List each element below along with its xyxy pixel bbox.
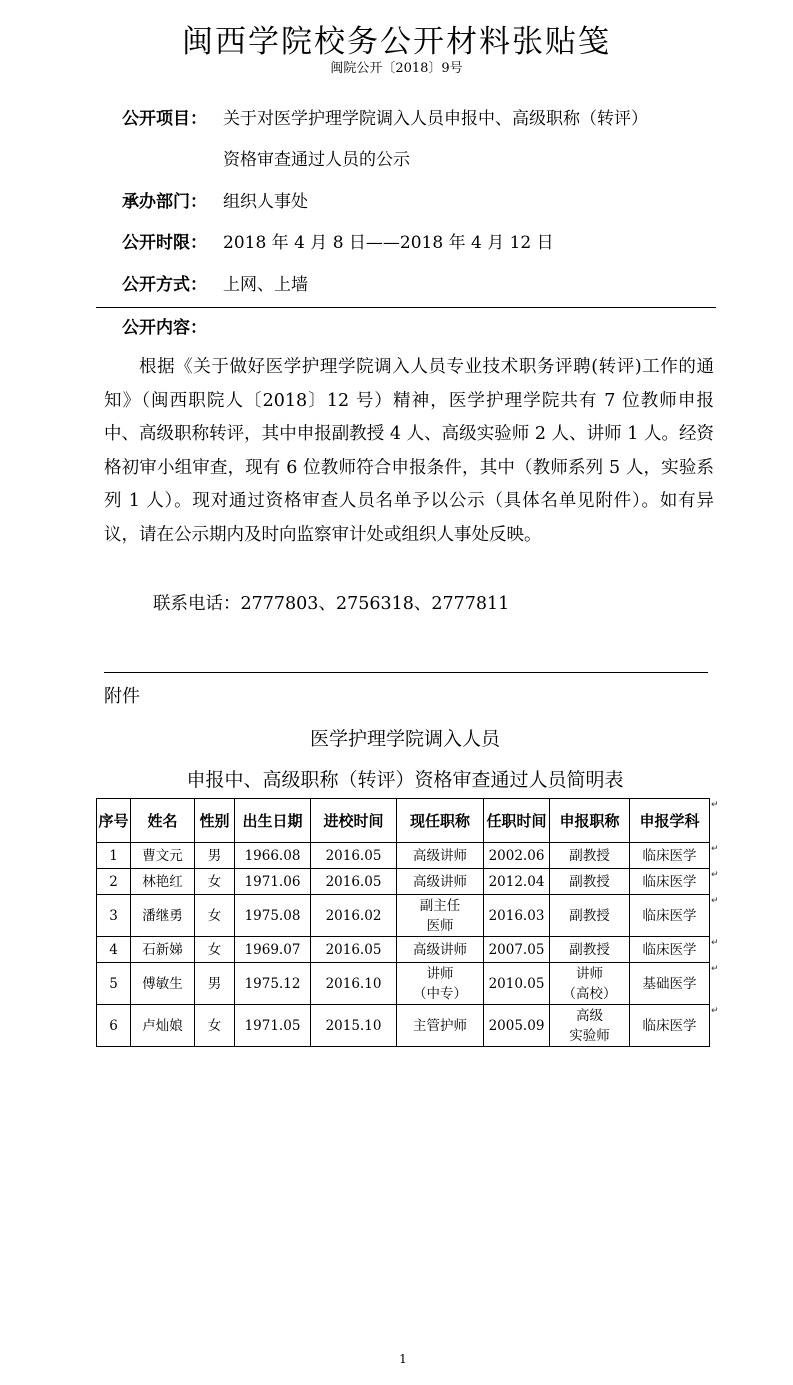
table-cell	[195, 963, 235, 1005]
header-text: 申报	[559, 811, 590, 830]
cell-text: 临床医学	[642, 873, 697, 890]
cell-text: 潘继勇	[142, 907, 183, 924]
cell-text: 主管护师	[413, 1017, 467, 1034]
cell-text: 临床医学	[642, 941, 697, 958]
paragraph-mark: ↵	[711, 799, 719, 810]
table-header-cell	[484, 799, 550, 843]
header-text: 姓名	[147, 811, 178, 830]
field-period-label: 公开时限：	[122, 233, 207, 253]
table-cell	[311, 937, 397, 963]
table-cell	[550, 1005, 630, 1047]
cell-text: （高校）	[562, 985, 617, 1002]
table-cell	[131, 937, 195, 963]
table-cell	[397, 895, 484, 937]
table-cell	[630, 843, 710, 869]
header-text: 号	[113, 811, 129, 830]
cell-text: 高级	[576, 1007, 603, 1024]
table-cell	[550, 963, 630, 1005]
cell-text: 2007.05	[488, 941, 545, 958]
table-row	[97, 937, 710, 963]
table-cell	[630, 963, 710, 1005]
paragraph-mark: ↵	[711, 1005, 719, 1016]
cell-text: 女	[207, 873, 222, 890]
table-header-cell	[131, 799, 195, 843]
personnel-table	[96, 798, 710, 1047]
cell-text: 曹文元	[142, 847, 183, 864]
field-dept-label: 承办部门：	[122, 192, 207, 212]
paragraph-mark: ↵	[711, 843, 719, 854]
table-cell	[484, 869, 550, 895]
table-cell	[311, 895, 397, 937]
field-item-label: 公开项目：	[122, 109, 207, 129]
table-cell	[131, 895, 195, 937]
table-row	[97, 869, 710, 895]
divider-top	[96, 307, 716, 308]
cell-text: 讲师	[576, 965, 603, 982]
cell-text: 1971.05	[244, 1017, 301, 1034]
cell-text: 2015.10	[325, 1017, 382, 1034]
cell-text: 临床医学	[642, 847, 697, 864]
cell-text: 临床医学	[642, 907, 697, 924]
field-dept-value: 组织人事处	[223, 192, 308, 212]
cell-text: 傅敏生	[142, 975, 183, 992]
table-cell	[97, 963, 131, 1005]
table-cell	[484, 843, 550, 869]
table-cell	[311, 963, 397, 1005]
table-cell	[131, 869, 195, 895]
header-text: 出生	[242, 811, 273, 830]
cell-text: 2002.06	[488, 847, 545, 864]
header-text: 进校	[323, 811, 354, 830]
attachment-title-2: 申报中、高级职称（转评）资格审查通过人员简明表	[186, 769, 624, 791]
paragraph-mark: ↵	[711, 937, 719, 948]
table-header-cell	[550, 799, 630, 843]
table-cell	[195, 1005, 235, 1047]
cell-text: 女	[207, 941, 222, 958]
cell-text: 2016.03	[488, 907, 545, 924]
table-row	[97, 895, 710, 937]
table-header-row	[97, 799, 710, 843]
cell-text: 石新娣	[142, 941, 183, 958]
cell-text: 2016.05	[325, 847, 382, 864]
page-number: 1	[399, 1352, 407, 1366]
table-header-cell	[195, 799, 235, 843]
cell-text: 1971.06	[244, 873, 301, 890]
table-cell	[630, 869, 710, 895]
field-method	[122, 273, 222, 297]
cell-text: 卢灿娘	[142, 1017, 183, 1034]
field-item-line2: 资格审查通过人员的公示	[223, 150, 410, 170]
header-text: 序	[98, 811, 114, 830]
table-cell	[484, 963, 550, 1005]
paragraph-mark: ↵	[711, 869, 719, 880]
table-row	[97, 963, 710, 1005]
divider-bottom	[104, 672, 708, 673]
header-text: 别	[214, 811, 230, 830]
header-text: 申报	[639, 811, 670, 830]
table-cell	[235, 937, 311, 963]
table-cell	[397, 963, 484, 1005]
field-method-value: 上网、上墙	[223, 275, 308, 295]
cell-text: 4	[109, 941, 118, 958]
cell-text: 2016.05	[325, 941, 382, 958]
cell-text: 女	[207, 1017, 222, 1034]
cell-text: 讲师	[426, 965, 454, 982]
cell-text: 高级讲师	[413, 941, 467, 958]
cell-text: 1969.07	[244, 941, 301, 958]
header-text: 时间	[516, 811, 547, 830]
table-cell	[131, 963, 195, 1005]
cell-text: 副教授	[569, 907, 610, 924]
field-dept	[122, 190, 222, 214]
paragraph-mark: ↵	[711, 963, 719, 974]
cell-text: 副教授	[569, 847, 610, 864]
body-paragraph: 根据《关于做好医学护理学院调入人员专业技术职务评聘(转评)工作的通知》（闽西职院人〔2018〕12 号）精神，医学护理学院共有 7 位教师申报中、高级职称转评，其中申报副教授 4 人、高级实验师 2 人、讲师 1 人。经资格初审小组审查，现有 6 位教师符合申报条件，其中（教师系列 5 人，实验系列 1 人）。现对通过资格审查人员名单予以公示（具体名单见附件）。如有异议，请在公示期内及时向监察审计处或组织人事处反映。	[104, 357, 714, 545]
table-cell	[484, 937, 550, 963]
table-cell	[550, 869, 630, 895]
table-cell	[550, 895, 630, 937]
table-cell	[97, 895, 131, 937]
field-method-label: 公开方式：	[122, 275, 207, 295]
cell-text: 1966.08	[244, 847, 301, 864]
cell-text: 女	[207, 907, 222, 924]
cell-text: 2010.05	[488, 975, 545, 992]
page-title: 闽西学院校务公开材料张贴笺	[182, 24, 611, 60]
table-cell	[397, 1005, 484, 1047]
table-cell	[630, 895, 710, 937]
cell-text: 1975.08	[244, 907, 301, 924]
header-text: 职称	[440, 811, 471, 830]
cell-text: 实验师	[569, 1027, 610, 1044]
table-row	[97, 1005, 710, 1047]
cell-text: 高级讲师	[413, 847, 467, 864]
table-cell	[235, 895, 311, 937]
field-period-value: 2018 年 4 月 8 日——2018 年 4 月 12 日	[223, 233, 554, 253]
cell-text: 2012.04	[488, 873, 545, 890]
header-text: 任职	[486, 811, 517, 830]
table-header-cell	[397, 799, 484, 843]
cell-text: 临床医学	[642, 1017, 697, 1034]
table-cell	[235, 963, 311, 1005]
contact-phone: 联系电话：2777803、2756318、2777811	[153, 594, 510, 614]
cell-text: 高级讲师	[413, 873, 467, 890]
table-cell	[397, 937, 484, 963]
cell-text: 5	[109, 975, 118, 992]
table-cell	[484, 895, 550, 937]
cell-text: 基础医学	[642, 975, 697, 992]
table-cell	[97, 869, 131, 895]
table-cell	[235, 843, 311, 869]
table-cell	[195, 869, 235, 895]
table-header-cell	[97, 799, 131, 843]
cell-text: 林艳红	[142, 873, 183, 890]
cell-text: 1975.12	[244, 975, 301, 992]
cell-text: （中专）	[413, 985, 467, 1002]
table-cell	[311, 843, 397, 869]
attachment-title-1: 医学护理学院调入人员	[309, 728, 500, 750]
table-header-cell	[311, 799, 397, 843]
cell-text: 男	[207, 975, 222, 992]
field-content	[122, 316, 222, 340]
table-cell	[235, 1005, 311, 1047]
cell-text: 6	[109, 1017, 118, 1034]
header-text: 现任	[409, 811, 440, 830]
table-header-cell	[630, 799, 710, 843]
header-text: 时间	[353, 811, 384, 830]
header-text: 性	[199, 811, 215, 830]
field-item	[122, 107, 222, 131]
table-header-cell	[235, 799, 311, 843]
cell-text: 2016.05	[325, 873, 382, 890]
cell-text: 副教授	[569, 941, 610, 958]
table-cell	[397, 869, 484, 895]
table-cell	[131, 843, 195, 869]
cell-text: 医师	[426, 917, 454, 934]
cell-text: 2016.10	[325, 975, 382, 992]
table-cell	[550, 843, 630, 869]
table-cell	[235, 869, 311, 895]
cell-text: 男	[207, 847, 222, 864]
cell-text: 3	[109, 907, 118, 924]
field-item-line1: 关于对医学护理学院调入人员申报中、高级职称（转评）	[223, 109, 648, 129]
table-cell	[131, 1005, 195, 1047]
table-cell	[630, 1005, 710, 1047]
cell-text: 2016.02	[325, 907, 382, 924]
field-period	[122, 231, 222, 255]
header-text: 学科	[669, 811, 700, 830]
cell-text: 副主任	[419, 897, 461, 914]
document-number: 闽院公开〔2018〕9号	[330, 61, 463, 76]
table-cell	[397, 843, 484, 869]
attachment-label: 附件	[104, 686, 140, 707]
cell-text: 2005.09	[488, 1017, 545, 1034]
table-cell	[484, 1005, 550, 1047]
cell-text: 1	[109, 847, 118, 864]
table-row	[97, 843, 710, 869]
table-cell	[630, 937, 710, 963]
table-cell	[195, 895, 235, 937]
paragraph-mark: ↵	[711, 895, 719, 906]
table-cell	[195, 937, 235, 963]
table-cell	[311, 1005, 397, 1047]
cell-text: 2	[109, 873, 118, 890]
field-content-label: 公开内容：	[122, 318, 207, 338]
table-cell	[97, 937, 131, 963]
header-text: 日期	[272, 811, 303, 830]
table-cell	[195, 843, 235, 869]
table-cell	[550, 937, 630, 963]
header-text: 职称	[589, 811, 620, 830]
table-cell	[311, 869, 397, 895]
cell-text: 副教授	[569, 873, 610, 890]
table-cell	[97, 1005, 131, 1047]
table-cell	[97, 843, 131, 869]
